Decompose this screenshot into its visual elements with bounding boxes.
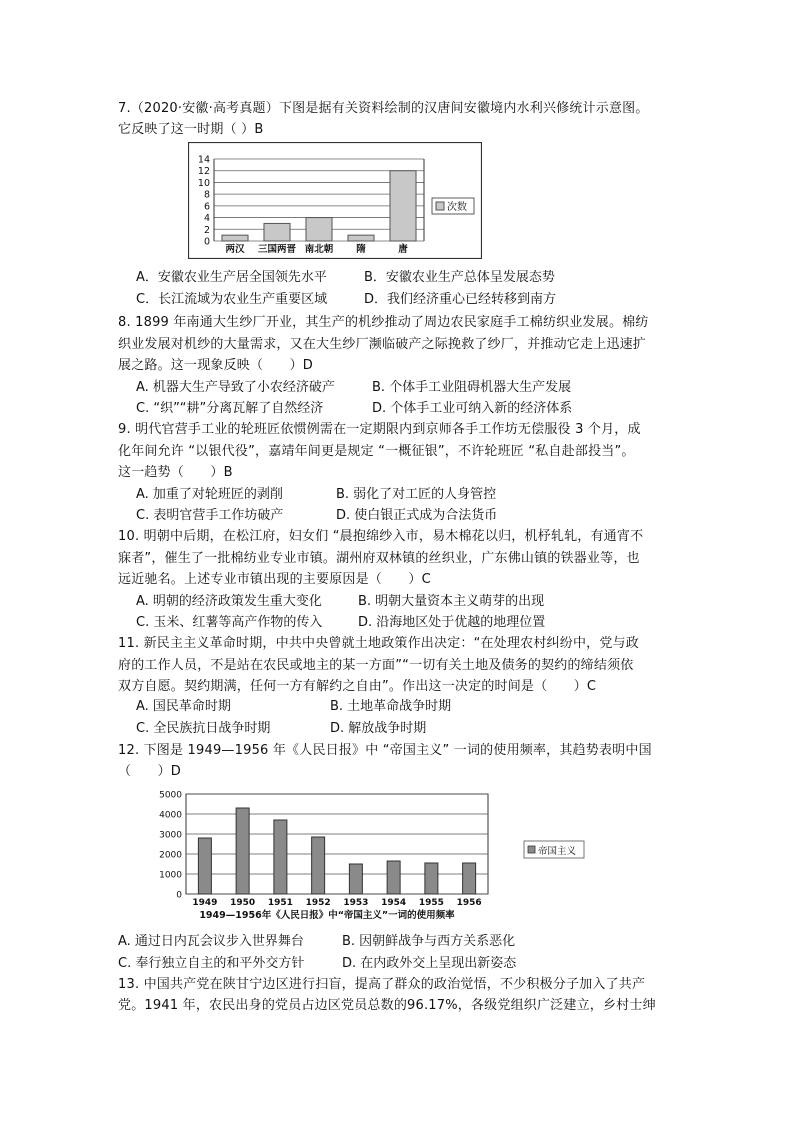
chart-title: 1949—1956年《人民日报》中“帝国主义”一词的使用频率	[199, 910, 455, 921]
x-tick-label: 1952	[305, 898, 331, 908]
x-tick-label: 1953	[343, 898, 369, 908]
q11-option-a: A. 国民革命时期	[136, 699, 231, 714]
q12-option-a: A. 通过日内瓦会议步入世界舞台	[118, 934, 304, 949]
q8-option-d: D. 个体手工业可纳入新的经济体系	[372, 401, 573, 416]
q9-option-b: B. 弱化了对工匠的人身管控	[336, 487, 497, 502]
q7-stem-line-2: 它反映了这一时期（ ）B	[118, 122, 264, 137]
y-tick-label: 2	[203, 224, 210, 236]
q11-stem-line-2: 府的工作人员，不是站在农民或地主的某一方面”“一切有关土地及债务的契约的缔结须依	[118, 658, 634, 673]
q11-stem-line-1: 11. 新民主主义革命时期，中共中央曾就土地政策作出决定：“在处理农村纠纷中，党与政	[118, 636, 639, 651]
q9-option-c: C. 表明官营手工作坊破产	[136, 508, 284, 523]
q11-option-d: D. 解放战争时期	[330, 721, 427, 736]
bar-三国两晋	[264, 223, 290, 241]
q12-option-b: B. 因朝鲜战争与西方关系恶化	[342, 934, 516, 949]
q7-option-b: B．安徽农业生产总体呈发展态势	[364, 270, 555, 285]
y-tick-label: 3000	[159, 830, 182, 841]
x-tick-label: 1955	[418, 898, 444, 908]
y-tick-label: 0	[176, 890, 182, 901]
x-tick-label: 1950	[230, 898, 256, 908]
x-tick-label: 1954	[381, 898, 407, 908]
chart-imperialism-frequency	[148, 788, 592, 928]
y-tick-label: 2000	[159, 850, 182, 861]
q8-option-b: B. 个体手工业阻碍机器大生产发展	[372, 380, 572, 395]
q8-stem-line-1: 8. 1899 年南通大生纱厂开业，其生产的机纱推动了周边农民家庭手工棉纺织业发展。棉纺	[118, 315, 649, 330]
q10-option-b: B. 明朝大量资本主义萌芽的出现	[358, 594, 545, 609]
legend-label: 次数	[447, 202, 467, 213]
q7-option-d: D．我们经济重心已经转移到南方	[364, 292, 557, 307]
y-tick-label: 14	[197, 154, 210, 166]
q8-option-a: A. 机器大生产导致了小农经济破产	[136, 380, 335, 395]
y-tick-label: 4	[203, 213, 210, 225]
q11-stem-line-3: 双方自愿。契约期满，任何一方有解约之自由”。作出这一决定的时间是（ ）C	[118, 679, 597, 694]
bar-1954	[387, 861, 400, 894]
x-tick-label: 1951	[267, 898, 293, 908]
q9-option-a: A. 加重了对轮班匠的剥削	[136, 487, 283, 502]
q7-option-a: A．安徽农业生产居全国领先水平	[136, 270, 327, 285]
q13-stem-line-2: 党。1941 年，农民出身的党员占边区党员总数的96.17%，各级党组织广泛建立，乡村士绅	[118, 998, 656, 1013]
bar-南北朝	[306, 218, 332, 241]
q13-stem-line-1: 13. 中国共产党在陕甘宁边区进行扫盲，提高了群众的政治觉悟，不少积极分子加入了共产	[118, 977, 646, 992]
legend-swatch	[528, 846, 535, 853]
q7-stem-line-1: 7.（2020·安徽·高考真题）下图是据有关资料绘制的汉唐间安徽境内水利兴修统计示意图。	[118, 101, 649, 116]
x-tick-label: 南北朝	[304, 244, 334, 255]
q8-option-c: C. “织”“耕”分离瓦解了自然经济	[136, 401, 324, 416]
y-tick-label: 10	[197, 177, 210, 189]
y-tick-label: 5000	[159, 790, 182, 801]
y-tick-label: 1000	[159, 870, 182, 881]
bar-1951	[274, 820, 287, 894]
bar-1949	[198, 838, 211, 894]
q10-stem-line-1: 10. 明朝中后期，在松江府，妇女们 “晨抱绵纱入市，易木棉花以归，机杼轧轧，有通宵不	[118, 529, 644, 544]
q10-stem-line-3: 远近驰名。上述专业市镇出现的主要原因是（ ）C	[118, 572, 431, 587]
q10-option-a: A. 明朝的经济政策发生重大变化	[136, 594, 322, 609]
y-tick-label: 4000	[159, 810, 182, 821]
q9-stem-line-1: 9. 明代官营手工业的轮班匠依惯例需在一定期限内到京师各手工作坊无偿服役 3 个月，成	[118, 422, 641, 437]
y-tick-label: 0	[203, 236, 210, 248]
x-tick-label: 1956	[456, 898, 482, 908]
bar-隋	[348, 235, 374, 241]
q11-option-b: B. 土地革命战争时期	[330, 699, 452, 714]
y-tick-label: 12	[197, 166, 210, 178]
q12-stem-line-1: 12. 下图是 1949—1956 年《人民日报》中 “帝国主义” 一词的使用频率，其趋势表明中国	[118, 743, 652, 758]
q10-option-d: D. 沿海地区处于优越的地理位置	[358, 615, 546, 630]
bar-1953	[349, 864, 362, 894]
q12-stem-line-2: （ ）D	[118, 764, 182, 779]
bar-唐	[390, 171, 416, 241]
bar-1950	[236, 808, 249, 894]
bar-1956	[463, 863, 476, 894]
legend-swatch	[436, 202, 444, 210]
plot-frame	[186, 794, 488, 894]
q12-option-c: C. 奉行独立自主的和平外交方针	[118, 956, 305, 971]
x-tick-label: 两汉	[225, 244, 245, 255]
q10-stem-line-2: 寐者”，催生了一批棉纺业专业市镇。湖州府双林镇的丝织业，广东佛山镇的铁器业等，也	[118, 551, 640, 566]
q9-option-d: D. 使白银正式成为合法货币	[336, 508, 498, 523]
x-tick-label: 1949	[192, 898, 218, 908]
q9-stem-line-3: 这一趋势（ ）B	[118, 465, 233, 480]
x-tick-label: 隋	[356, 244, 366, 255]
bar-1955	[425, 863, 438, 894]
y-tick-label: 8	[203, 189, 210, 201]
q8-stem-line-3: 展之路。这一现象反映（ ）D	[118, 358, 314, 373]
x-tick-label: 唐	[398, 244, 408, 255]
chart-water-conservancy	[188, 142, 482, 259]
y-tick-label: 6	[203, 201, 210, 213]
bar-两汉	[222, 235, 248, 241]
x-tick-label: 三国两晋	[257, 244, 297, 255]
q8-stem-line-2: 织业发展对机纱的大量需求，又在大生纱厂濒临破产之际挽救了纱厂，并推动它走上迅速扩	[118, 337, 647, 352]
q11-option-c: C. 全民族抗日战争时期	[136, 721, 271, 736]
q10-option-c: C. 玉米、红薯等高产作物的传入	[136, 615, 323, 630]
bar-1952	[312, 837, 325, 894]
q9-stem-line-2: 化年间允许 “以银代役”，嘉靖年间更是规定 “一概征银”，不许轮班匠 “私自赴部投当”。	[118, 444, 635, 459]
q7-option-c: C．长江流域为农业生产重要区域	[136, 292, 328, 307]
legend-label: 帝国主义	[538, 846, 577, 857]
q12-option-d: D. 在内政外交上呈现出新姿态	[342, 956, 517, 971]
